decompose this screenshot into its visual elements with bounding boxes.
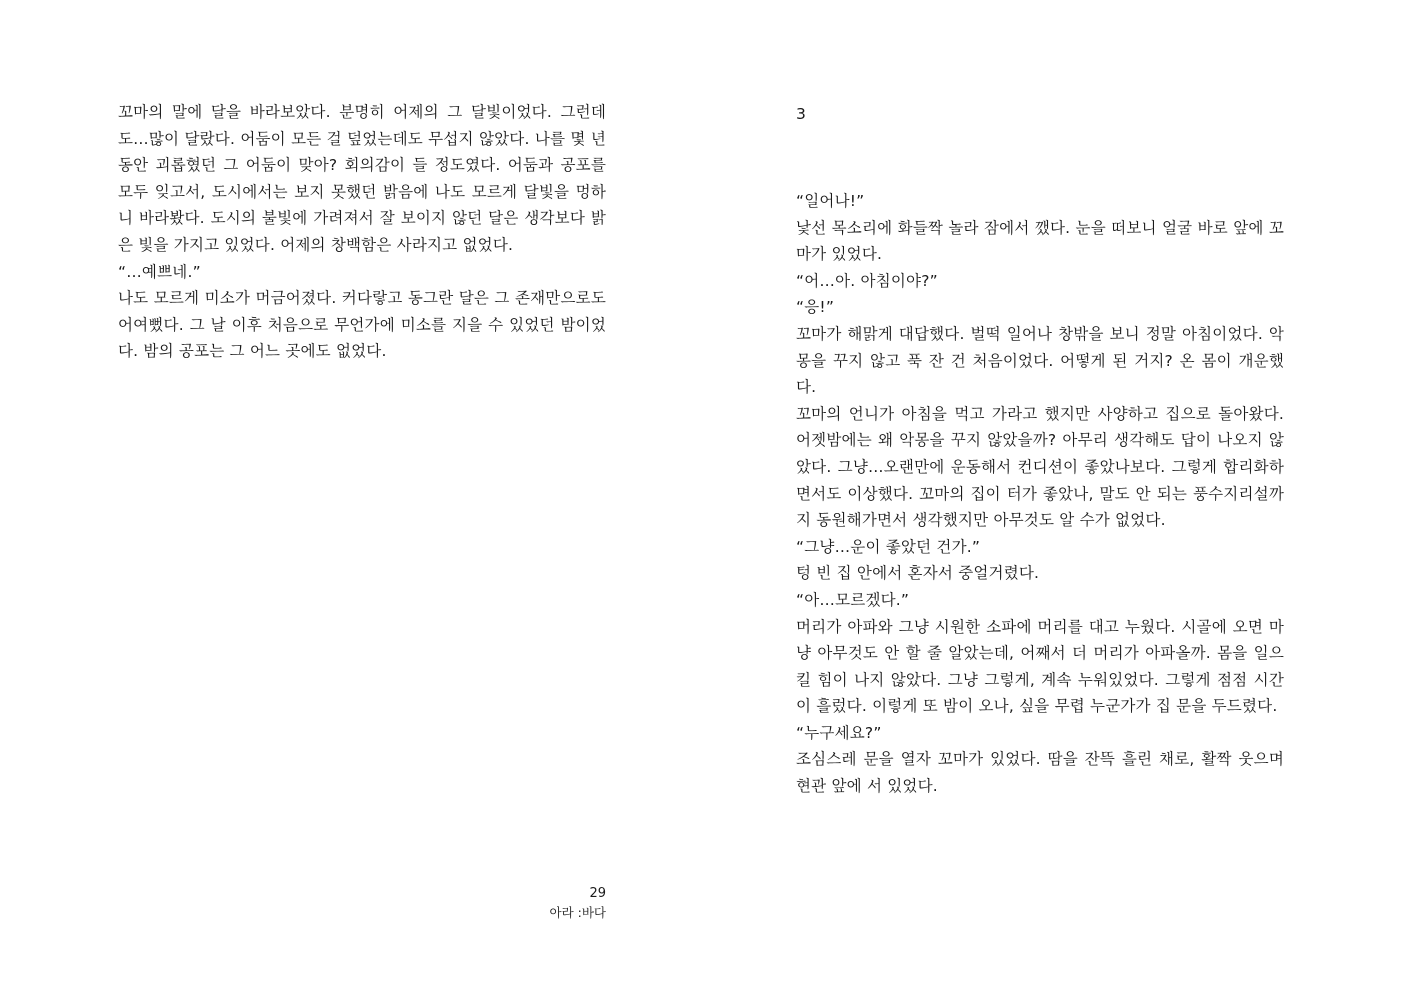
paragraph: 텅 빈 집 안에서 혼자서 중얼거렸다. xyxy=(796,564,1040,583)
chapter-number: 3 xyxy=(796,105,806,123)
paragraph: 조심스레 문을 열자 꼬마가 있었다. 땀을 잔뜩 흘린 채로, 활짝 웃으며 현관 앞에 서 있었다. xyxy=(796,750,1284,796)
page-number: 29 xyxy=(589,886,606,901)
paragraph: 낯선 목소리에 화들짝 놀라 잠에서 깼다. 눈을 떠보니 얼굴 바로 앞에 꼬마가 있었다. xyxy=(796,218,1284,264)
paragraph: 꼬마의 언니가 아침을 먹고 가라고 했지만 사양하고 집으로 돌아왔다. 어젯밤에는 왜 악몽을 꾸지 않았을까? 아무리 생각해도 답이 나오지 않았다. 그냥…오랜만에 운동해서 컨디션이 좋았나보다. 그렇게 합리화하면서도 이상했다. 꼬마의 집이 터가 좋았나, 말도 안 되는 풍수지리설까지 동원해가면서 생각했지만 아무것도 알 수가 없었다. xyxy=(796,404,1284,530)
right-page-body xyxy=(796,188,1284,800)
paragraph: 꼬마가 해맑게 대답했다. 벌떡 일어나 창밖을 보니 정말 아침이었다. 악몽을 꾸지 않고 푹 잔 건 처음이었다. 어떻게 된 거지? 온 몸이 개운했다. xyxy=(796,324,1284,397)
dialogue-line: “누구세요?” xyxy=(796,723,882,742)
paragraph: 나도 모르게 미소가 머금어졌다. 커다랗고 동그란 달은 그 존재만으로도 어여뻤다. 그 날 이후 처음으로 무언가에 미소를 지을 수 있었던 밤이었다. 밤의 공포는 그 어느 곳에도 없었다. xyxy=(118,289,606,361)
dialogue-line: “응!” xyxy=(796,298,835,317)
paragraph: 머리가 아파와 그냥 시원한 소파에 머리를 대고 누웠다. 시골에 오면 마냥 아무것도 안 할 줄 알았는데, 어째서 더 머리가 아파올까. 몸을 일으킬 힘이 나지 않았다. 그냥 그렇게, 계속 누워있었다. 그렇게 점점 시간이 흘렀다. 이렇게 또 밤이 오나, 싶을 무렵 누군가가 집 문을 두드렸다. xyxy=(796,617,1284,716)
dialogue-line: “어…아. 아침이야?” xyxy=(796,271,938,290)
paragraph: 꼬마의 말에 달을 바라보았다. 분명히 어제의 그 달빛이었다. 그런데도…많이 달랐다. 어둠이 모든 걸 덮었는데도 무섭지 않았다. 나를 몇 년 동안 괴롭혔던 그 어둠이 맞아? 회의감이 들 정도였다. 어둠과 공포를 모두 잊고서, 도시에서는 보지 못했던 밝음에 나도 모르게 달빛을 멍하니 바라봤다. 도시의 불빛에 가려져서 잘 보이지 않던 달은 생각보다 밝은 빛을 가지고 있었다. 어제의 창백함은 사라지고 없었다. xyxy=(118,103,606,254)
running-footer: 아라 :바다 xyxy=(549,905,606,920)
left-page-body xyxy=(118,99,606,365)
dialogue-line: “그냥…운이 좋았던 건가.” xyxy=(796,537,981,556)
dialogue-line: “…예쁘네.” xyxy=(118,262,201,281)
dialogue-line: “일어나!” xyxy=(796,192,865,210)
dialogue-line: “아…모르겠다.” xyxy=(796,590,910,609)
